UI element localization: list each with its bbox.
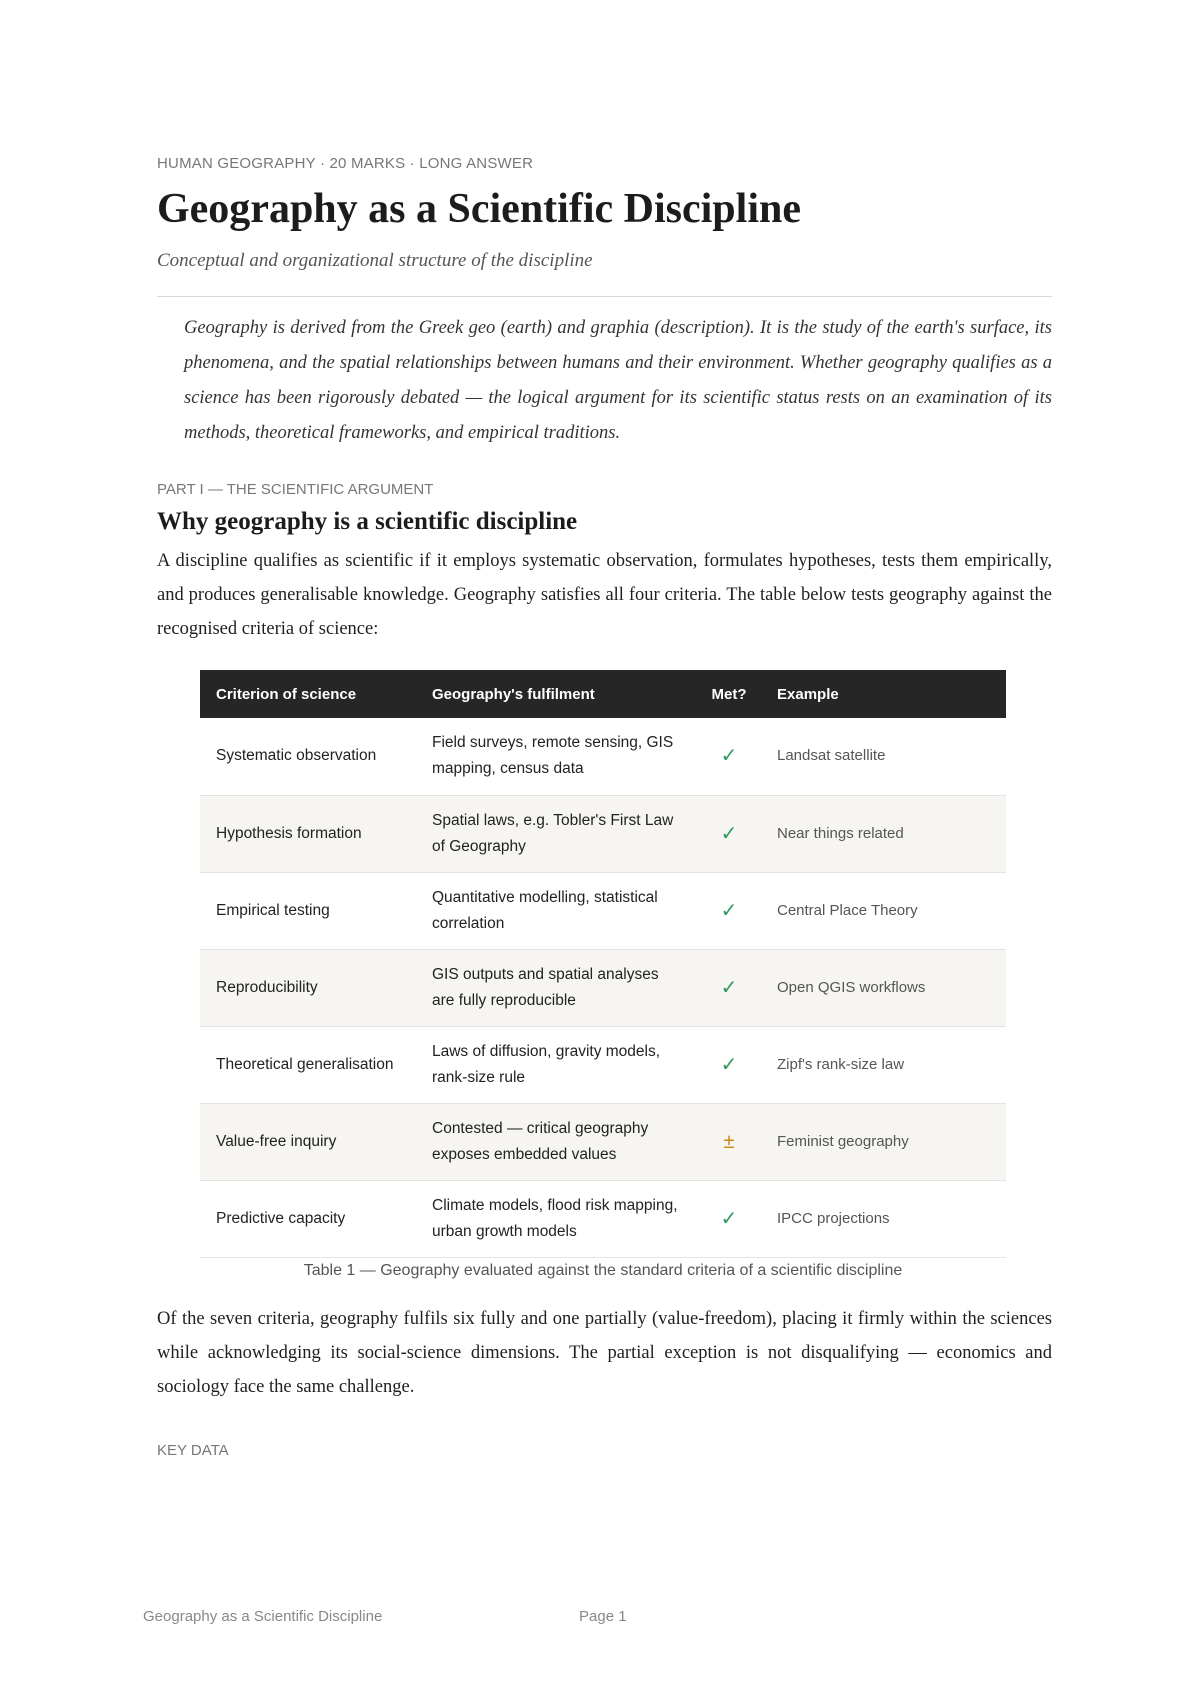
criterion-cell: Predictive capacity <box>216 1209 346 1227</box>
example-cell: Landsat satellite <box>777 747 886 765</box>
criterion-cell: Reproducibility <box>216 978 318 996</box>
partial-icon: ± <box>723 1130 735 1153</box>
table-body <box>200 718 1006 1257</box>
intro-paragraph: Geography is derived from the Greek geo (earth) and graphia (description). It is the study of the earth's surface, its phenomena, and the spatial relationships between humans and their environment. Whether geography qualifies as a science has been rigorously debated — the logical argument for its scientific status rests on an examination of its methods, theoretical frameworks, and empirical traditions. <box>184 318 1052 444</box>
table-row <box>200 872 1006 949</box>
check-icon: ✓ <box>720 745 738 768</box>
table-caption: Table 1 — Geography evaluated against the standard criteria of a scientific discipline <box>303 1261 903 1279</box>
page-title: Geography as a Scientific Discipline <box>157 186 801 232</box>
example-cell: Zipf's rank-size law <box>777 1055 905 1073</box>
fulfilment-cell: Laws of diffusion, gravity models, rank-size rule <box>432 1042 661 1086</box>
footer-document-title: Geography as a Scientific Discipline <box>143 1608 383 1625</box>
column-header-criterion: Criterion of science <box>216 685 357 703</box>
column-header-example: Example <box>777 685 839 703</box>
criterion-cell: Hypothesis formation <box>216 824 362 842</box>
footer-page-number: Page 1 <box>579 1608 627 1625</box>
table-row <box>200 1103 1006 1180</box>
check-icon: ✓ <box>720 1053 738 1076</box>
example-cell: Open QGIS workflows <box>777 978 926 996</box>
column-header-met: Met? <box>711 685 747 703</box>
criteria-table <box>200 670 1006 1258</box>
fulfilment-cell: Field surveys, remote sensing, GIS mapping, census data <box>432 734 674 778</box>
fulfilment-cell: GIS outputs and spatial analyses are fully reproducible <box>432 965 659 1009</box>
document-kicker: HUMAN GEOGRAPHY · 20 MARKS · LONG ANSWER <box>157 155 534 172</box>
table-row <box>200 795 1006 872</box>
criterion-cell: Systematic observation <box>216 747 377 765</box>
example-cell: Feminist geography <box>777 1132 909 1150</box>
fulfilment-cell: Climate models, flood risk mapping, urban growth models <box>432 1196 678 1240</box>
check-icon: ✓ <box>720 976 738 999</box>
criteria-table-container <box>200 670 1006 1280</box>
page-subtitle: Conceptual and organizational structure of the discipline <box>157 250 593 272</box>
criterion-cell: Theoretical generalisation <box>216 1055 394 1073</box>
column-header-fulfilment: Geography's fulfilment <box>432 685 595 703</box>
check-icon: ✓ <box>720 899 738 922</box>
key-data-label: KEY DATA <box>157 1441 229 1459</box>
divider <box>157 296 1052 297</box>
document-page <box>157 155 1052 1459</box>
fulfilment-cell: Spatial laws, e.g. Tobler's First Law of Geography <box>432 811 674 855</box>
example-cell: IPCC projections <box>777 1209 890 1227</box>
table-row <box>200 718 1006 795</box>
section-heading: Why geography is a scientific discipline <box>157 508 578 536</box>
table-row <box>200 1026 1006 1103</box>
table-row <box>200 1180 1006 1257</box>
conclusion-paragraph: Of the seven criteria, geography fulfils six fully and one partially (value-freedom), placing it firmly within the sciences while acknowledging its social-science dimensions. The partial exception is not disqualifying — economics and sociology face the same challenge. <box>157 1308 1052 1397</box>
check-icon: ✓ <box>720 822 738 845</box>
section-label: PART I — THE SCIENTIFIC ARGUMENT <box>157 481 434 499</box>
criterion-cell: Value-free inquiry <box>216 1132 337 1150</box>
body-paragraph: A discipline qualifies as scientific if it employs systematic observation, formulates hypotheses, tests them empirically, and produces generalisable knowledge. Geography satisfies all four criteria. The table below tests geography against the recognised criteria of science: <box>157 551 1052 640</box>
example-cell: Near things related <box>777 824 904 842</box>
table-row <box>200 949 1006 1026</box>
criterion-cell: Empirical testing <box>216 901 330 919</box>
fulfilment-cell: Contested — critical geography exposes embedded values <box>432 1119 649 1163</box>
table-header-row <box>200 670 1006 718</box>
check-icon: ✓ <box>720 1207 738 1230</box>
fulfilment-cell: Quantitative modelling, statistical correlation <box>432 888 658 932</box>
example-cell: Central Place Theory <box>777 901 918 919</box>
